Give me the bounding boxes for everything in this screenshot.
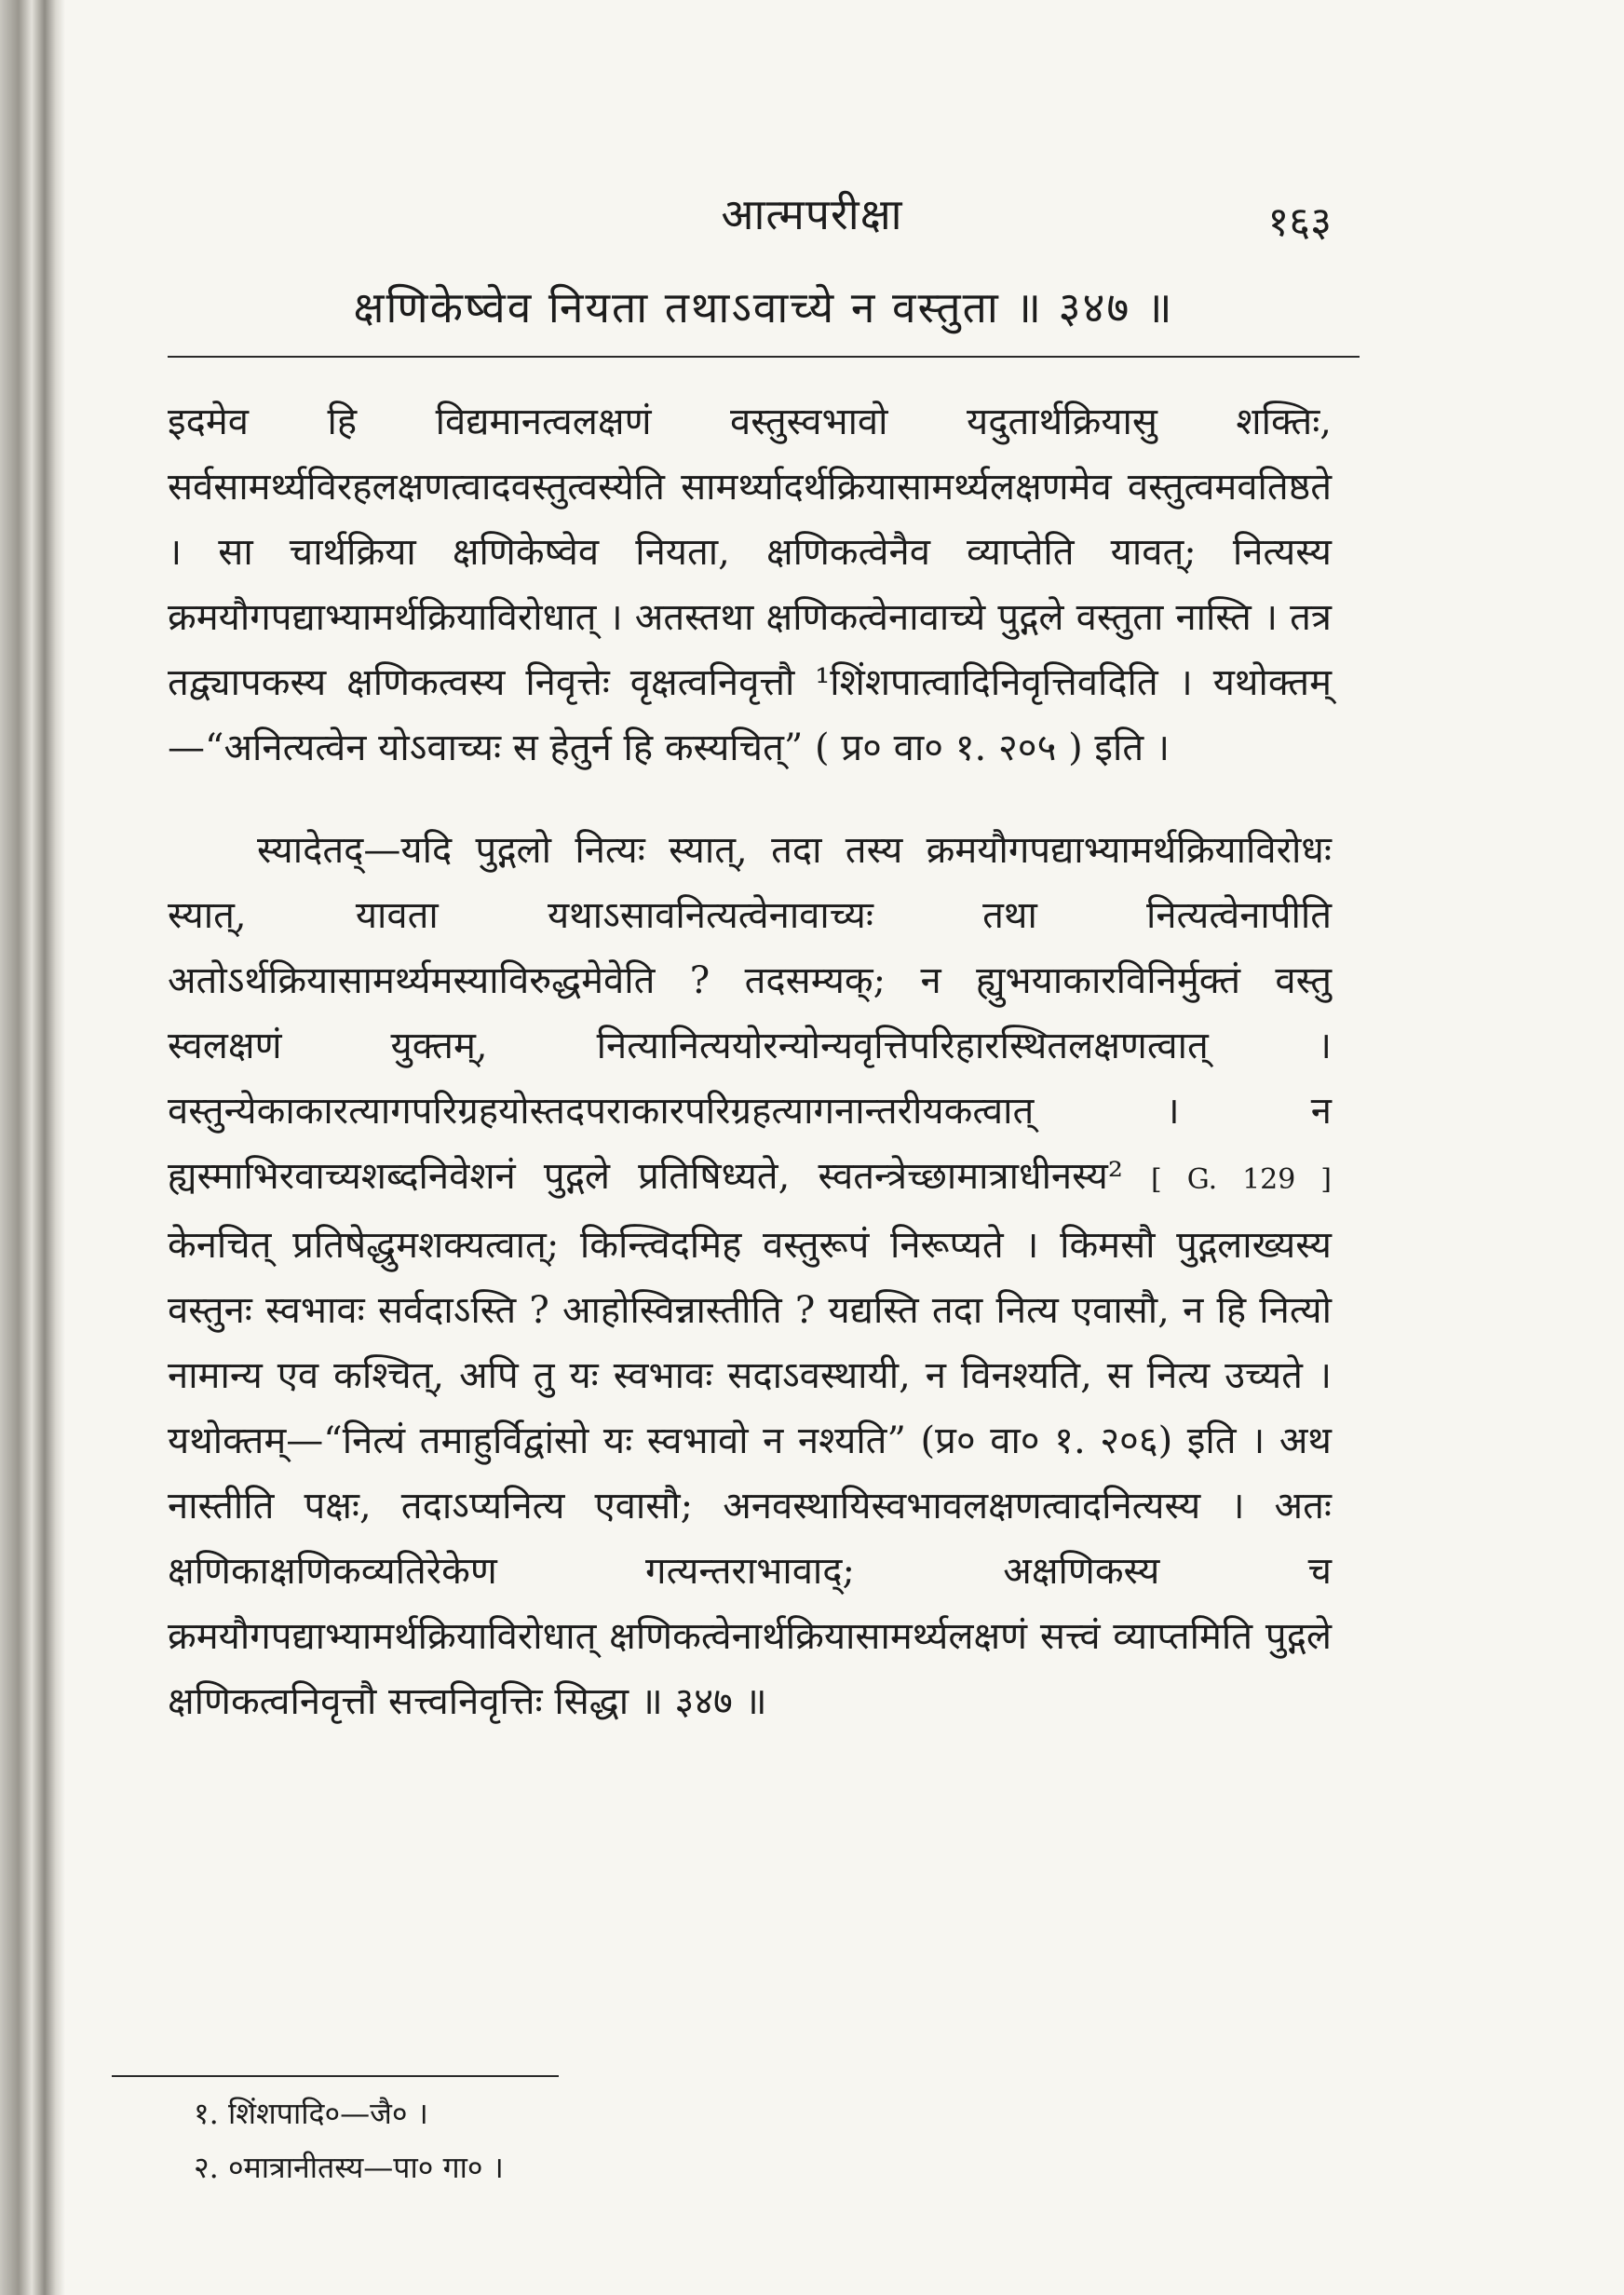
paragraph-2 xyxy=(168,818,1332,1734)
footnote-1: १. शिंशपादि०—जै० । xyxy=(194,2096,428,2131)
paragraph-2-text: स्यादेतद्—यदि पुद्गलो नित्यः स्यात्, तदा तस्य क्रमयौगपद्याभ्यामर्थक्रियाविरोधः स्यात्, यावता यथाऽसावनित्यत्वेनावाच्यः तथा नित्यत्वेनापीति अतोऽर्थक्रियासामर्थ्यमस्याविरुद्धमेवेति ? तदसम्यक्; न ह्युभयाकारविनिर्मुक्तं वस्तु स्वलक्षणं युक्तम्, नित्यानित्ययोरन्योन्यवृत्तिपरिहारस्थितलक्षणत्वात् । वस्तुन्येकाकारत्यागपरिग्रहयोस्तदपराकारपरिग्रहत्यागनान्तरीयकत्वात् । न ह्यस्माभिरवाच्यशब्दनिवेशनं पुद्गले प्रतिषिध्यते, स्वतन्त्रेच्छामात्राधीनस्य² xyxy=(168,829,1332,1198)
verse-line: क्षणिकेष्वेव नियता तथाऽवाच्ये न वस्तुता ॥ ३४७ ॥ xyxy=(353,282,1174,333)
page-reference: [ G. 129 ] xyxy=(1151,1163,1332,1196)
running-head: आत्मपरीक्षा xyxy=(721,189,903,239)
header-rule xyxy=(168,356,1360,358)
footnotes xyxy=(194,2086,1125,2194)
paragraph-1: इदमेव हि विद्यमानत्वलक्षणं वस्तुस्वभावो यदुतार्थक्रियासु शक्तिः, सर्वसामर्थ्यविरहलक्षणत्वादवस्तुत्वस्येति सामर्थ्यादर्थक्रियासामर्थ्यलक्षणमेव वस्तुत्वमवतिष्ठते । सा चार्थक्रिया क्षणिकेष्वेव नियता, क्षणिकत्वेनैव व्याप्तेति यावत्; नित्यस्य क्रमयौगपद्याभ्यामर्थक्रियाविरोधात् । अतस्तथा क्षणिकत्वेनावाच्ये पुद्गले वस्तुता नास्ति । तत्र तद्व्यापकस्य क्षणिकत्वस्य निवृत्तेः वृक्षत्वनिवृत्तौ ¹शिंशपात्वादिनिवृत्तिवदिति । यथोक्तम्—“अनित्यत्वेन योऽवाच्यः स हेतुर्न हि कस्यचित्” ( प्र० वा० १. २०५ ) इति । xyxy=(168,401,1332,769)
footnote-rule xyxy=(112,2075,559,2077)
footnote-2: २. ०मात्रानीतस्य—पा० गा० । xyxy=(194,2150,504,2185)
commentary-text xyxy=(168,389,1332,1734)
page-number: १६३ xyxy=(1267,198,1332,246)
paragraph-2-continuation: केनचित् प्रतिषेद्धुमशक्यत्वात्; किन्त्विदमिह वस्तुरूपं निरूप्यते । किमसौ पुद्गलाख्यस्य वस्तुनः स्वभावः सर्वदाऽस्ति ? आहोस्विन्नास्तीति ? यद्यस्ति तदा नित्य एवासौ, न हि नित्यो नामान्य एव कश्चित्, अपि तु यः स्वभावः सदाऽवस्थायी, न विनश्यति, स नित्य उच्यते । यथोक्तम्—“नित्यं तमाहुर्विद्वांसो यः स्वभावो न नश्यति” (प्र० वा० १. २०६) इति । अथ नास्तीति पक्षः, तदाऽप्यनित्य एवासौ; अनवस्थायिस्वभावलक्षणत्वादनित्यस्य । अतः क्षणिकाक्षणिकव्यतिरेकेण गत्यन्तराभावाद्; अक्षणिकस्य च क्रमयौगपद्याभ्यामर्थक्रियाविरोधात् क्षणिकत्वेनार्थक्रियासामर्थ्यलक्षणं सत्त्वं व्याप्तमिति पुद्गले क्षणिकत्वनिवृत्तौ सत्त्वनिवृत्तिः सिद्धा ॥ ३४७ ॥ xyxy=(168,1224,1332,1723)
